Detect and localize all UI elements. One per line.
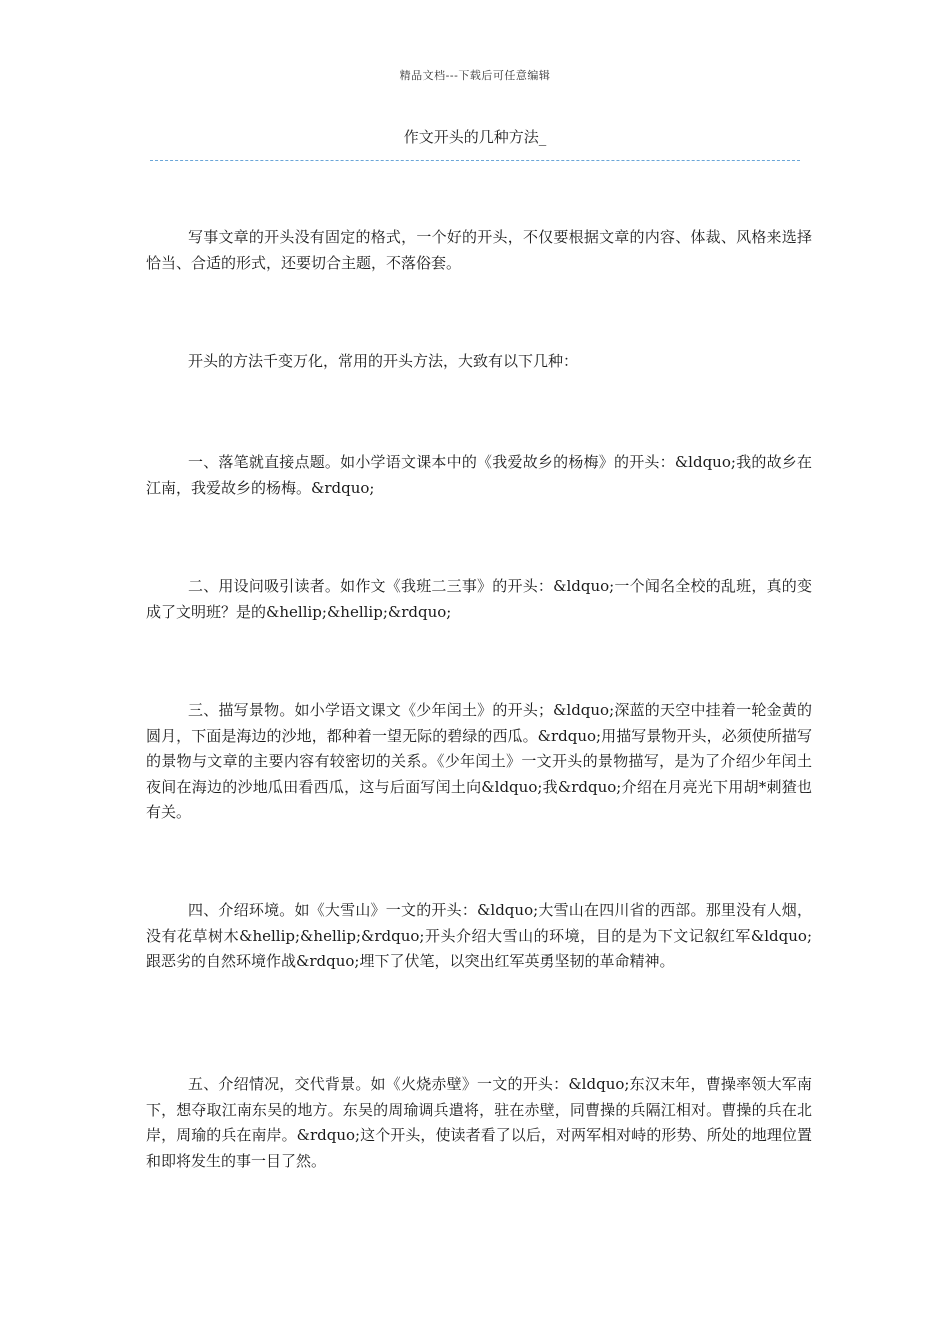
page-title: 作文开头的几种方法_ [403, 128, 547, 146]
paragraph-method-1: 一、落笔就直接点题。如小学语文课本中的《我爱故乡的杨梅》的开头：&ldquo;我的故乡在江南，我爱故乡的杨梅。&rdquo; [146, 453, 812, 497]
header-note: 精品文档---下载后可任意编辑 [399, 69, 551, 82]
paragraph-method-4: 四、介绍环境。如《大雪山》一文的开头：&ldquo;大雪山在四川省的西部。那里没有人烟，没有花草树木&hellip;&hellip;&rdquo;开头介绍大雪山的环境，目的是为下文记叙红军&ldquo;跟恶劣的自然环境作战&rdquo;埋下了伏笔，以突出红军英勇坚韧的革命精神。 [146, 901, 812, 970]
paragraph-method-5: 五、介绍情况，交代背景。如《火烧赤壁》一文的开头：&ldquo;东汉末年，曹操率领大军南下，想夺取江南东吴的地方。东吴的周瑜调兵遣将，驻在赤壁，同曹操的兵隔江相对。曹操的兵在北岸，周瑜的兵在南岸。&rdquo;这个开头，使读者看了以后，对两军相对峙的形势、所处的地理位置和即将发生的事一目了然。 [146, 1075, 812, 1170]
paragraph-method-3: 三、描写景物。如小学语文课文《少年闰土》的开头；&ldquo;深蓝的天空中挂着一轮金黄的圆月，下面是海边的沙地，都种着一望无际的碧绿的西瓜。&rdquo;用描写景物开头，必须使所描写的景物与文章的主要内容有较密切的关系。《少年闰土》一文开头的景物描写，是为了介绍少年闰土夜间在海边的沙地瓜田看西瓜，这与后面写闰土向&ldquo;我&rdquo;介绍在月亮光下用胡*刺猹也有关。 [146, 701, 812, 821]
title-divider [150, 160, 800, 161]
paragraph-intro: 写事文章的开头没有固定的格式，一个好的开头，不仅要根据文章的内容、体裁、风格来选择恰当、合适的形式，还要切合主题，不落俗套。 [146, 228, 812, 272]
paragraph-methods-overview: 开头的方法千变万化，常用的开头方法，大致有以下几种： [188, 352, 579, 370]
paragraph-method-2: 二、用设问吸引读者。如作文《我班二三事》的开头：&ldquo;一个闻名全校的乱班，真的变成了文明班？是的&hellip;&hellip;&rdquo; [146, 577, 812, 621]
